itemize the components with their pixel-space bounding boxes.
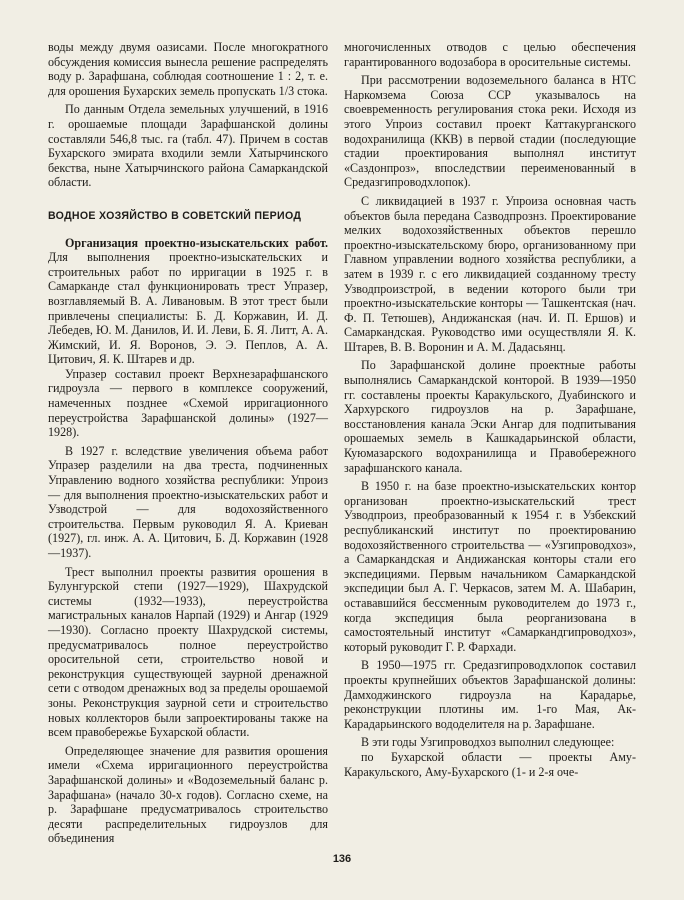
paragraph: Определяющее значение для развития орошения имели «Схема ирригационного переустройства Зарафшанской долины» и «Водоземельный баланс р. Зарафшана» (начало 30-х годов). Согласно схеме, на р. Зарафшане предусматривалось строительство десяти распределительных гидроузлов для объединения <box>48 743 328 846</box>
paragraph: В 1950 г. на базе проектно-изыскательских контор организован проектно-изыскательский трест Узводпроиз, преобразованный к 1954 г. в Узбекский республиканский институт по проектированию водохозяйственного строительства — «Узгипроводхоз», а Самаркандская и Андижанская конторы стали его экспедициями. Первым начальником Самаркандской экспедиции был А. Г. Черкасов, затем М. А. Шабарин, остававшийся бессменным руководителем до 1973 г., когда экспедиция была реорганизована в самостоятельный институт «Самаркандгипроводхоз», который руководит Г. Р. Фархади. <box>344 479 636 654</box>
paragraph: Упразер составил проект Верхнезарафшанского гидроузла — первого в комплексе сооружений, намеченных позднее «Схемой ирригационного переустройства Зарафшанской долины» (1927—1928). <box>48 366 328 440</box>
paragraph <box>48 236 328 367</box>
paragraph: В эти годы Узгипроводхоз выполнил следующее: <box>361 735 615 750</box>
paragraph: С ликвидацией в 1937 г. Упроиза основная часть объектов была передана Сазводпрознз. Проектирование мелких водохозяйственных объектов перешло проектно-изыскательскому бюро, организованному при Главном управлении водного хозяйства республики, а затем в 1939 г. с его ликвидацией созданному тресту Узводпроизстрой, в ведении которого были три проектно-изыскательские конторы — Ташкентская (нач. Ф. П. Тетюшев), Андижанская (нач. И. П. Ершов) и Самаркандская. Руководство ими осуществляли Я. К. Штарев, В. В. Воронин и А. М. Дадасьянц. <box>344 193 636 354</box>
paragraph: многочисленных отводов с целью обеспечения гарантированного водозабора в оросительные системы. <box>344 40 636 69</box>
paragraph: по Бухарской области — проекты Аму-Каракульского, Аму-Бухарского (1- и 2-я оче- <box>344 749 636 779</box>
paragraph: По Зарафшанской долине проектные работы выполнялись Самаркандской конторой. В 1939—1950 гг. составлены проекты Каракульского, Дуабинского и Хархурского гидроузлов на р. Зарафшане, восстановления канала Эски Ангар для подпитывания орошаемых земель в Кашкадарьинской области, Куюмазарского водохранилища и Правобережного зарафшанского канала. <box>344 358 636 475</box>
paragraph: В 1927 г. вследствие увеличения объема работ Упразер разделили на два треста, подчиненных Управлению водного хозяйства республики: Упроиз — для выполнения проектно-изыскательских работ и Узводстрой — для водохозяйственного строительства. Первым руководил Я. А. Криеван (1927), гл. инж. А. А. Цитович, Б. Д. Коржавин (1928—1937). <box>48 443 328 560</box>
section-title: ВОДНОЕ ХОЗЯЙСТВО В СОВЕТСКИЙ ПЕРИОД <box>48 209 302 222</box>
paragraph: По данным Отдела земельных улучшений, в 1916 г. орошаемые площади Зарафшанской долины составляли 546,8 тыс. га (табл. 47). Причем в состав Бухарского эмирата входили земли Хатырчинского бекства, ныне Хатырчинского района Самаркандской области. <box>48 102 328 190</box>
paragraph: Трест выполнил проекты развития орошения в Булунгурской степи (1927—1929), Шахрудской системы (1932—1933), переустройства магистральных каналов Нарпай (1929) и Ангар (1929—1930). Согласно проекту Шахрудской системы, предусматривалось полное переустройство оросительной сети, строительство новой и реконструкция существующей заурной дренажной сети с отводом дренажных вод за пределы орошаемой зоны. Реконструкция заурной сети и строительство новых коллекторов были запроектированы также на всем правобережье Бухарской области. <box>48 564 328 740</box>
left-column <box>48 40 328 846</box>
paragraph: При рассмотрении водоземельного баланса в НТС Наркомзема Союза ССР указывалось на своевременность регулирования стока реки. Исходя из этого Упроиз составил проект Каттакурганского водохранилища (ККВ) в первой стадии (последующие стадии проектирования выполнял институт «Саздонпроз», впоследствии переименованный в Средазгипроводхлопок). <box>344 73 636 190</box>
paragraph-text: Для выполнения проектно-изыскательских и строительных работ по ирригации в 1925 г. в Самарканде стал функционировать трест Упразер, возглавляемый В. А. Ливановым. В этот трест были привлечены специалисты: Б. Д. Коржавин, И. Д. Лебедев, Ю. М. Данилов, И. И. Леви, Б. Я. Литт, А. А. Жимский, И. Я. Воронов, Э. Э. Пеплов, А. А. Цитович, Я. К. Штарев и др. <box>48 250 328 367</box>
paragraph: воды между двумя оазисами. После многократного обсуждения комиссия вынесла решение распределять воду р. Зарафшана, соблюдая соотношение 1 : 2, т. е. для орошения Бухарских земель пропускать 1/3 стока. <box>48 40 328 98</box>
subheading: Организация проектно-изыскательских работ. <box>65 235 328 250</box>
page-number: 136 <box>332 853 352 865</box>
right-column <box>344 40 636 779</box>
paragraph: В 1950—1975 гг. Средазгипроводхлопок составил проекты крупнейших объектов Зарафшанской долины: Дамходжинского гидроузла на Карадарье, реконструкции плотины им. 1-го Мая, Ак-Карадарьинского вододелителя на р. Зарафшане. <box>344 658 636 731</box>
